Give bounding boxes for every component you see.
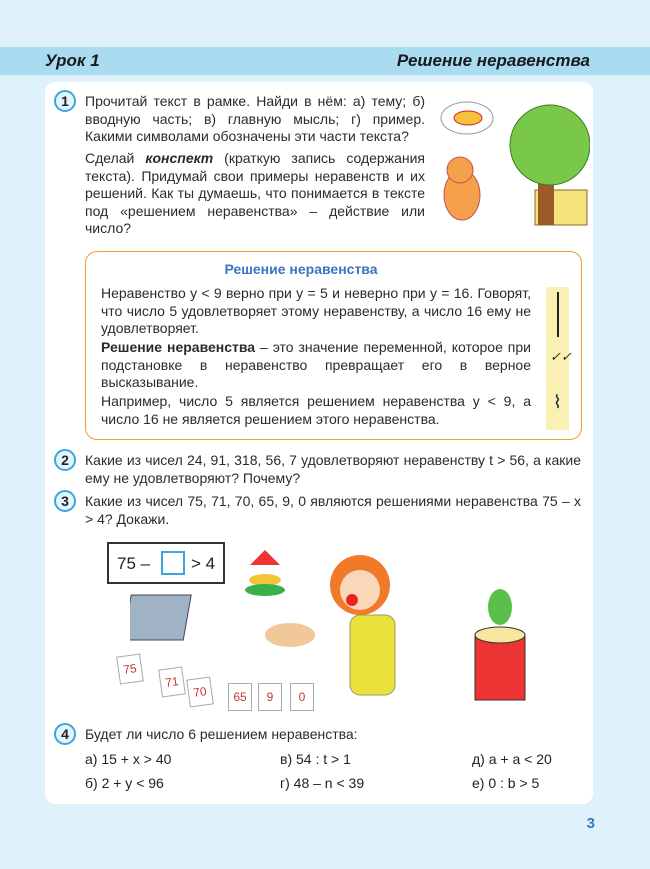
task1-text: Прочитай текст в рамке. Найди в нём: а) тему; б) вводную часть; в) главную мысль; г) пример. Какими символами обозначены эти части текста? — [85, 93, 425, 144]
rule-frame — [85, 251, 582, 440]
task3-text: Какие из чисел 75, 71, 70, 65, 9, 0 являются решениями неравенства 75 – x > 4? Докажи. — [85, 493, 581, 527]
task2-text: Какие из чисел 24, 91, 318, 56, 7 удовлетворяют неравенству t > 56, а какие ему не удовлетворяют? Почему? — [85, 452, 581, 486]
sign-right: > 4 — [191, 554, 216, 573]
inequality-item: в) 54 : t > 1 — [280, 751, 351, 767]
line-icon — [557, 292, 559, 337]
lesson-number: Урок 1 — [45, 51, 100, 70]
frame-example: Например, число 5 является решением неравенства y < 9, а число 16 не является решением этого неравенства. — [101, 393, 531, 427]
page-number: 3 — [586, 815, 595, 832]
double-check-icon: ✓✓ — [550, 349, 572, 364]
lesson-topic: Решение неравенства — [396, 51, 590, 70]
sign-left: 75 – — [117, 554, 151, 573]
inequality-item: д) a + a < 20 — [472, 751, 552, 767]
wavy-line-icon: ⌇ — [553, 392, 562, 412]
task-number: 2 — [54, 449, 76, 471]
task-number: 4 — [54, 723, 76, 745]
frame-definition: Решение неравенства – это значение переменной, которое при подстановке в неравенство превращает его в верное высказывание. — [101, 339, 531, 390]
number-card: 9 — [258, 683, 282, 711]
task-number: 3 — [54, 490, 76, 512]
lesson-header — [0, 47, 650, 75]
number-card: 70 — [186, 676, 214, 707]
number-card: 75 — [116, 653, 144, 684]
task4-text: Будет ли число 6 решением неравенства: — [85, 726, 358, 742]
inequality-item: е) 0 : b > 5 — [472, 775, 540, 791]
cat-tree-illustration — [440, 90, 590, 230]
number-card: 65 — [228, 683, 252, 711]
margin-symbols — [546, 287, 572, 430]
task1-text-2: Сделай конспект (краткую запись содержания текста). Придумай свои примеры неравенств и их решений. Как ты думаешь, что понимается в тексте под «решением неравенства» – действие или число? — [85, 150, 425, 236]
number-card: 71 — [158, 666, 186, 697]
inequality-item: а) 15 + x > 40 — [85, 751, 172, 767]
frame-title: Решение неравенства — [224, 261, 378, 277]
number-card: 0 — [290, 683, 314, 711]
inequality-item: б) 2 + y < 96 — [85, 775, 164, 791]
inequality-item: г) 48 – n < 39 — [280, 775, 365, 791]
task-number: 1 — [54, 90, 76, 112]
frame-intro: Неравенство y < 9 верно при y = 5 и неверно при y = 16. Говорят, что число 5 удовлетворяет этому неравенству, а число 16 ему не удовлетворяет. — [101, 285, 531, 336]
